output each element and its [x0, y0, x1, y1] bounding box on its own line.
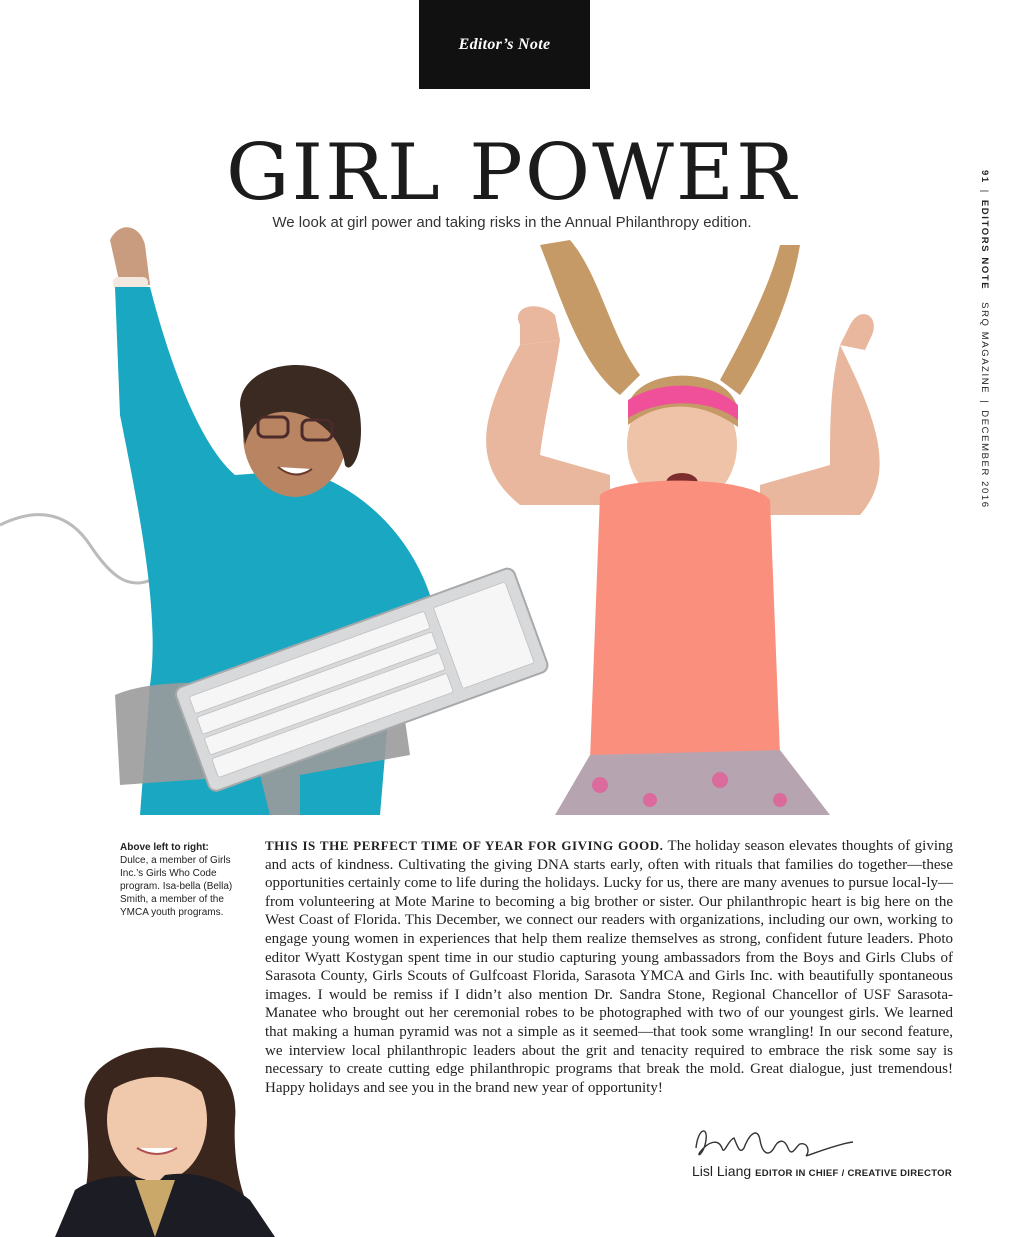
headline: GIRL POWER: [226, 128, 798, 218]
editor-title: EDITOR IN CHIEF / CREATIVE DIRECTOR: [755, 1168, 952, 1179]
caption-text: Dulce, a member of Girls Inc.’s Girls Who Code program. Isa-bella (Bella) Smith, a member of the YMCA youth programs.: [120, 855, 233, 918]
hero-photo: [0, 215, 900, 815]
caption-label: Above left to right:: [120, 842, 209, 853]
running-head-magazine: SRQ MAGAZINE: [979, 302, 990, 395]
girl-right-figure: [486, 240, 879, 815]
subhead: We look at girl power and taking risks in the Annual Philanthropy edition.: [272, 214, 752, 231]
running-head: 91|EDITORS NOTESRQ MAGAZINE|DECEMBER 2016: [979, 170, 990, 509]
body-text: The holiday season elevates thoughts of giving and acts of kindness. Cultivating the giving DNA starts early, often with rituals that families do together—these opportunities certainly come to life during the holidays. Lucky for us, there are many avenues to pursue local-ly—from volunteering at Mote Marine to becoming a big brother or sister. Our philanthropic heart is big here on the West Coast of Florida. This December, we connect our readers with organizations, including our own, working to engage young women in experiences that help them realize themselves as strong, confident future leaders. Photo editor Wyatt Kostygan spent time in our studio capturing young ambassadors from the Boys and Girls Clubs of Sarasota County, Girls Scouts of Gulfcoast Florida, Sarasota YMCA and Girls Inc. with beautifully spontaneous images. I would be remiss if I didn’t also mention Dr. Sandra Stone, Regional Chancellor of USF Sarasota-Manatee who brought out her ceremonial robes to be photographed with two of our youngest girls. We learned that making a human pyramid was not a simple as it seemed—that took some wrangling! In our second feature, we interview local philanthropic leaders about the grit and tenacity required to embrace the risk some say is necessary to create cutting edge philanthropic programs that break the mold. Great dialogue, just tremendous! Happy holidays and see you in the brand new year of opportunity!: [265, 838, 953, 1096]
page-number: 91: [979, 170, 990, 184]
running-head-section: EDITORS NOTE: [979, 199, 990, 291]
section-tab: [419, 0, 590, 89]
signoff: [692, 1163, 952, 1179]
editor-note-body: [265, 837, 953, 1097]
section-label: Editor’s Note: [458, 35, 551, 53]
running-head-issue: DECEMBER 2016: [979, 410, 990, 509]
signature-image: [688, 1118, 858, 1168]
photo-caption: [120, 841, 238, 919]
lead-in: THIS IS THE PERFECT TIME OF YEAR FOR GIVING GOOD.: [265, 838, 664, 853]
editor-name: Lisl Liang: [692, 1163, 752, 1179]
editor-portrait: [55, 1000, 285, 1237]
